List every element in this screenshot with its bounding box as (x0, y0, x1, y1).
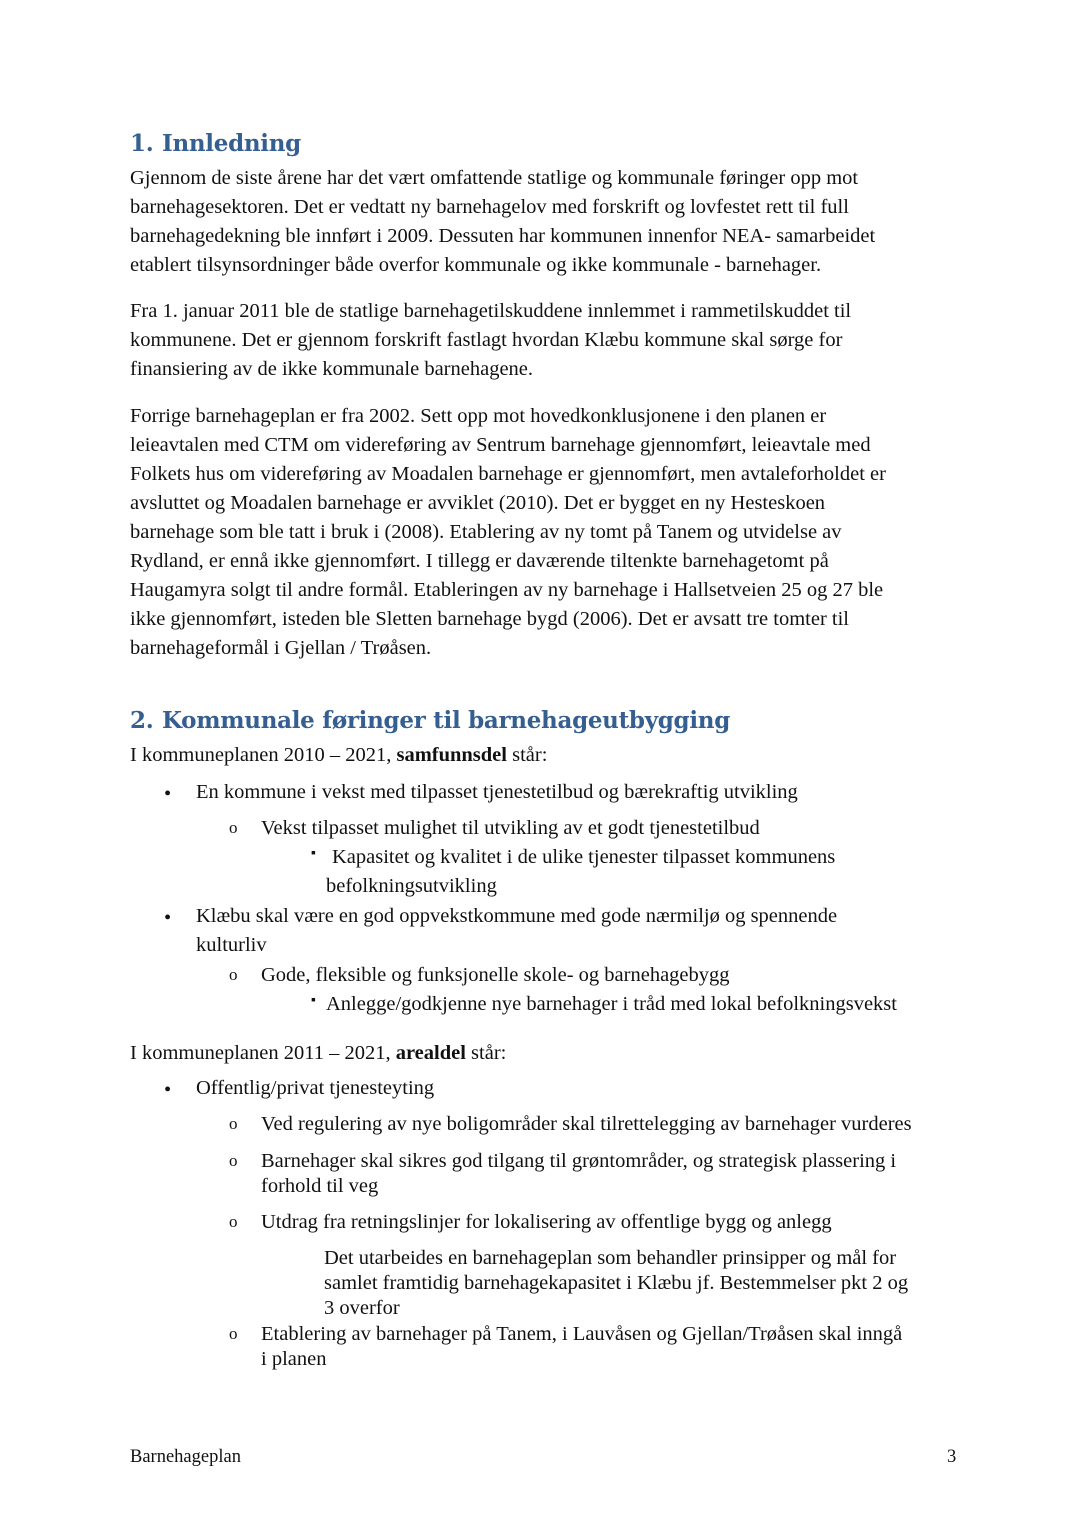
page-number: 3 (947, 1447, 957, 1467)
text: står: (465, 1042, 507, 1064)
section-number: 1. (130, 130, 154, 157)
disc-bullet-icon: • (164, 1079, 172, 1101)
intro-arealdel (130, 1039, 506, 1068)
text-line: finansiering av de ikke kommunale barnehagene. (130, 358, 534, 380)
section-heading-2 (130, 707, 730, 734)
list-item: Kapasitet og kvalitet i de ulike tjenester tilpasset kommunens (332, 846, 836, 868)
section-heading-1 (130, 130, 301, 157)
list-item-continuation: befolkningsutvikling (326, 875, 497, 897)
text-line: ikke gjennomført, isteden ble Sletten barnehage bygd (2006). Det er avsatt tre tomter til (130, 608, 849, 630)
text-line: Fra 1. januar 2011 ble de statlige barnehagetilskuddene innlemmet i rammetilskuddet til (130, 300, 852, 322)
circle-bullet-icon: o (229, 818, 238, 837)
text: I kommuneplanen 2011 – 2021, (130, 1042, 396, 1064)
circle-bullet-icon: o (229, 1151, 238, 1170)
text-line: Gjennom de siste årene har det vært omfattende statlige og kommunale føringer opp mot (130, 167, 859, 189)
quote-line: 3 overfor (324, 1297, 400, 1319)
text-line: kommunene. Det er gjennom forskrift fastlagt hvordan Klæbu kommune skal sørge for (130, 329, 843, 351)
paragraph-previous-plan (130, 402, 960, 663)
text-line: barnehage som ble tatt i bruk i (2008). Etablering av ny tomt på Tanem og utvidelse av (130, 521, 842, 543)
text-line: Folkets hus om videreføring av Moadalen barnehage er gjennomført, men avtaleforholdet er (130, 463, 886, 485)
square-bullet-icon: ▪ (311, 846, 316, 861)
square-bullet-icon: ▪ (311, 993, 316, 1008)
circle-bullet-icon: o (229, 1114, 238, 1133)
text-line: barnehagedekning ble innført i 2009. Dessuten har kommunen innenfor NEA- samarbeidet (130, 225, 876, 247)
circle-bullet-icon: o (229, 1324, 238, 1343)
text-line: avsluttet og Moadalen barnehage er avviklet (2010). Det er bygget en ny Hesteskoen (130, 492, 826, 514)
paragraph-funding (130, 297, 960, 384)
list-item-continuation: kulturliv (196, 934, 267, 956)
quote-line: samlet framtidig barnehagekapasitet i Klæbu jf. Bestemmelser pkt 2 og (324, 1272, 909, 1294)
list-item: Etablering av barnehager på Tanem, i Lauvåsen og Gjellan/Trøåsen skal inngå (261, 1323, 903, 1345)
text-line: barnehageformål i Gjellan / Trøåsen. (130, 637, 432, 659)
list-item: Barnehager skal sikres god tilgang til grøntområder, og strategisk plassering i (261, 1150, 897, 1172)
quote-line: Det utarbeides en barnehageplan som behandler prinsipper og mål for (324, 1247, 897, 1269)
text: I kommuneplanen 2010 – 2021, (130, 744, 397, 766)
text-line: Haugamyra solgt til andre formål. Etableringen av ny barnehage i Hallsetveien 25 og 27 ble (130, 579, 884, 601)
list-item: Anlegge/godkjenne nye barnehager i tråd med lokal befolkningsvekst (326, 993, 897, 1015)
list-item-continuation: i planen (261, 1348, 327, 1370)
bold-text: samfunnsdel (396, 744, 507, 766)
list-item: Ved regulering av nye boligområder skal tilrettelegging av barnehager vurderes (261, 1113, 912, 1135)
list-item: Utdrag fra retningslinjer for lokalisering av offentlige bygg og anlegg (261, 1211, 832, 1233)
list-item: Vekst tilpasset mulighet til utvikling av et godt tjenestetilbud (261, 817, 760, 839)
section-title: Innledning (162, 130, 301, 157)
list-item: En kommune i vekst med tilpasset tjenestetilbud og bærekraftig utvikling (196, 781, 798, 803)
text-line: barnehagesektoren. Det er vedtatt ny barnehagelov med forskrift og lovfestet rett til full (130, 196, 849, 218)
disc-bullet-icon: • (164, 907, 172, 929)
text-line: leieavtalen med CTM om videreføring av Sentrum barnehage gjennomført, leieavtale med (130, 434, 871, 456)
paragraph-intro (130, 164, 960, 280)
text: står: (506, 744, 548, 766)
text-line: Rydland, er ennå ikke gjennomført. I tillegg er daværende tiltenkte barnehagetomt på (130, 550, 829, 572)
circle-bullet-icon: o (229, 1212, 238, 1231)
bold-text: arealdel (395, 1042, 466, 1064)
circle-bullet-icon: o (229, 965, 238, 984)
list-item-continuation: forhold til veg (261, 1175, 379, 1197)
list-item: Offentlig/privat tjenesteyting (196, 1077, 435, 1099)
list-item: Gode, fleksible og funksjonelle skole- og barnehagebygg (261, 964, 730, 986)
footer-title: Barnehageplan (130, 1447, 241, 1467)
section-title: Kommunale føringer til barnehageutbygging (162, 707, 730, 734)
section-number: 2. (130, 707, 154, 734)
list-item: Klæbu skal være en god oppvekstkommune med gode nærmiljø og spennende (196, 905, 838, 927)
disc-bullet-icon: • (164, 783, 172, 805)
text-line: Forrige barnehageplan er fra 2002. Sett opp mot hovedkonklusjonene i den planen er (130, 405, 827, 427)
intro-samfunnsdel (130, 741, 547, 770)
text-line: etablert tilsynsordninger både overfor kommunale og ikke kommunale - barnehager. (130, 254, 822, 276)
